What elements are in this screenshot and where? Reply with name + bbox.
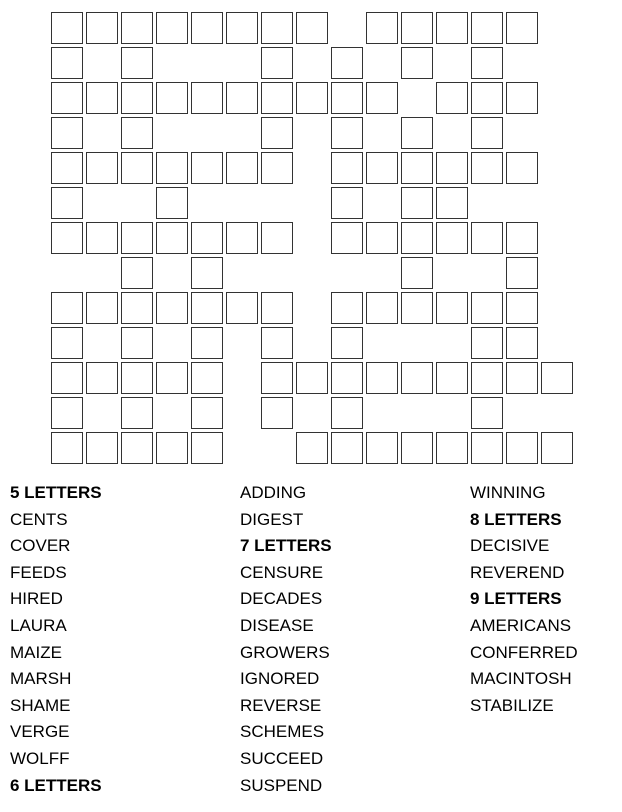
word-item: ADDING — [240, 483, 307, 502]
grid-cell[interactable] — [86, 362, 118, 394]
grid-cell[interactable] — [51, 432, 83, 464]
grid-cell[interactable] — [436, 292, 468, 324]
grid-cell[interactable] — [296, 432, 328, 464]
grid-cell[interactable] — [191, 362, 223, 394]
grid-cell[interactable] — [401, 432, 433, 464]
word-item: IGNORED — [240, 669, 320, 689]
word-item: WINNING — [470, 483, 546, 502]
grid-cell[interactable] — [86, 292, 118, 324]
grid-cell[interactable] — [261, 292, 293, 324]
word-item: SUSPEND — [240, 775, 323, 795]
grid-cell[interactable] — [51, 152, 83, 184]
grid-cell[interactable] — [191, 257, 223, 289]
grid-cell[interactable] — [156, 292, 188, 324]
grid-cell[interactable] — [51, 222, 83, 254]
word-item: REVEREND — [470, 562, 565, 582]
grid-cell[interactable] — [401, 152, 433, 184]
grid-cell[interactable] — [261, 327, 293, 359]
grid-cell[interactable] — [121, 327, 153, 359]
grid-cell[interactable] — [156, 152, 188, 184]
length-heading: 8 LETTERS — [470, 509, 562, 529]
grid-cell[interactable] — [296, 362, 328, 394]
grid-cell[interactable] — [191, 152, 223, 184]
grid-cell[interactable] — [366, 12, 398, 44]
word-item: COVER — [10, 536, 71, 556]
grid-cell[interactable] — [226, 12, 258, 44]
grid-cell[interactable] — [471, 362, 503, 394]
grid-cell[interactable] — [296, 82, 328, 114]
grid-cell[interactable] — [331, 397, 363, 429]
word-item: DECISIVE — [470, 536, 550, 556]
grid-cell[interactable] — [121, 397, 153, 429]
grid-cell[interactable] — [226, 152, 258, 184]
word-item: STABILIZE — [470, 695, 554, 715]
grid-cell[interactable] — [121, 117, 153, 149]
grid-cell[interactable] — [506, 257, 538, 289]
grid-cell[interactable] — [436, 222, 468, 254]
grid-cell[interactable] — [226, 82, 258, 114]
grid-cell[interactable] — [156, 222, 188, 254]
grid-cell[interactable] — [261, 222, 293, 254]
grid-cell[interactable] — [226, 292, 258, 324]
grid-cell[interactable] — [261, 12, 293, 44]
grid-cell[interactable] — [121, 47, 153, 79]
grid-cell[interactable] — [261, 82, 293, 114]
grid-cell[interactable] — [51, 47, 83, 79]
grid-cell[interactable] — [121, 362, 153, 394]
grid-cell[interactable] — [331, 187, 363, 219]
grid-cell[interactable] — [261, 47, 293, 79]
grid-cell[interactable] — [401, 222, 433, 254]
grid-cell[interactable] — [51, 327, 83, 359]
length-heading: 5 LETTERS — [10, 483, 102, 502]
grid-cell[interactable] — [436, 82, 468, 114]
word-item: SHAME — [10, 695, 71, 715]
grid-cell[interactable] — [401, 47, 433, 79]
grid-cell[interactable] — [191, 432, 223, 464]
grid-cell[interactable] — [471, 432, 503, 464]
length-heading: 9 LETTERS — [470, 589, 562, 609]
word-item: REVERSE — [240, 695, 322, 715]
word-item: WOLFF — [10, 748, 70, 768]
grid-cell[interactable] — [51, 82, 83, 114]
grid-cell[interactable] — [471, 222, 503, 254]
word-item: HIRED — [10, 589, 63, 609]
word-item: DISEASE — [240, 615, 314, 635]
grid-cell[interactable] — [331, 362, 363, 394]
grid-cell[interactable] — [331, 292, 363, 324]
grid-cell[interactable] — [506, 12, 538, 44]
grid-cell[interactable] — [366, 362, 398, 394]
grid-cell[interactable] — [51, 12, 83, 44]
grid-cell[interactable] — [471, 397, 503, 429]
grid-cell[interactable] — [436, 152, 468, 184]
grid-cell[interactable] — [506, 327, 538, 359]
grid-cell[interactable] — [191, 12, 223, 44]
grid-cell[interactable] — [261, 362, 293, 394]
grid-cell[interactable] — [331, 432, 363, 464]
grid-cell[interactable] — [121, 292, 153, 324]
grid-cell[interactable] — [541, 432, 573, 464]
grid-cell[interactable] — [541, 362, 573, 394]
grid-cell[interactable] — [156, 362, 188, 394]
grid-cell[interactable] — [191, 327, 223, 359]
grid-cell[interactable] — [401, 362, 433, 394]
grid-cell[interactable] — [261, 117, 293, 149]
grid-cell[interactable] — [51, 397, 83, 429]
grid-cell[interactable] — [226, 222, 258, 254]
grid-cell[interactable] — [506, 292, 538, 324]
word-list — [0, 480, 622, 812]
grid-cell[interactable] — [121, 222, 153, 254]
word-item: FEEDS — [10, 562, 67, 582]
grid-cell[interactable] — [261, 397, 293, 429]
word-column-3 — [470, 480, 622, 719]
grid-cell[interactable] — [506, 152, 538, 184]
length-heading: 7 LETTERS — [240, 536, 332, 556]
grid-cell[interactable] — [401, 12, 433, 44]
word-item: DECADES — [240, 589, 323, 609]
grid-cell[interactable] — [436, 12, 468, 44]
grid-cell[interactable] — [86, 82, 118, 114]
word-item: SCHEMES — [240, 722, 325, 742]
grid-cell[interactable] — [331, 327, 363, 359]
grid-cell[interactable] — [331, 117, 363, 149]
grid-cell[interactable] — [436, 187, 468, 219]
word-item: CENTS — [10, 509, 68, 529]
grid-cell[interactable] — [191, 292, 223, 324]
grid-cell[interactable] — [401, 257, 433, 289]
grid-cell[interactable] — [86, 152, 118, 184]
grid-cell[interactable] — [436, 362, 468, 394]
grid-cell[interactable] — [86, 12, 118, 44]
grid-cell[interactable] — [261, 152, 293, 184]
grid-cell[interactable] — [366, 222, 398, 254]
grid-cell[interactable] — [156, 12, 188, 44]
grid-cell[interactable] — [121, 82, 153, 114]
grid-cell[interactable] — [51, 362, 83, 394]
grid-cell[interactable] — [331, 47, 363, 79]
word-item: GROWERS — [240, 642, 330, 662]
grid-cell[interactable] — [436, 432, 468, 464]
grid-cell[interactable] — [366, 292, 398, 324]
word-item: DIGEST — [240, 509, 304, 529]
word-item: SUCCEED — [240, 748, 324, 768]
grid-cell[interactable] — [156, 187, 188, 219]
word-column-2 — [240, 480, 440, 799]
grid-cell[interactable] — [401, 187, 433, 219]
grid-cell[interactable] — [331, 152, 363, 184]
grid-cell[interactable] — [471, 117, 503, 149]
word-item: MARSH — [10, 669, 72, 689]
grid-cell[interactable] — [51, 187, 83, 219]
grid-cell[interactable] — [191, 222, 223, 254]
grid-cell[interactable] — [471, 82, 503, 114]
grid-cell[interactable] — [506, 222, 538, 254]
length-heading: 6 LETTERS — [10, 775, 102, 795]
grid-cell[interactable] — [86, 432, 118, 464]
grid-cell[interactable] — [366, 82, 398, 114]
word-item: LAURA — [10, 615, 67, 635]
grid-cell[interactable] — [121, 12, 153, 44]
grid-cell[interactable] — [506, 432, 538, 464]
word-item: MAIZE — [10, 642, 62, 662]
grid-cell[interactable] — [506, 82, 538, 114]
grid-cell[interactable] — [366, 432, 398, 464]
grid-cell[interactable] — [51, 117, 83, 149]
grid-cell[interactable] — [121, 257, 153, 289]
grid-cell[interactable] — [86, 222, 118, 254]
grid-cell[interactable] — [156, 82, 188, 114]
word-item: CENSURE — [240, 562, 324, 582]
grid-cell[interactable] — [331, 82, 363, 114]
grid-cell[interactable] — [471, 327, 503, 359]
grid-cell[interactable] — [331, 222, 363, 254]
grid-cell[interactable] — [121, 432, 153, 464]
grid-cell[interactable] — [471, 12, 503, 44]
grid-cell[interactable] — [156, 432, 188, 464]
grid-cell[interactable] — [471, 47, 503, 79]
word-column-1 — [10, 480, 210, 799]
grid-cell[interactable] — [191, 82, 223, 114]
grid-cell[interactable] — [191, 397, 223, 429]
word-item: VERGE — [10, 722, 70, 742]
grid-cell[interactable] — [51, 292, 83, 324]
grid-cell[interactable] — [401, 117, 433, 149]
word-item: CONFERRED — [470, 642, 578, 662]
grid-cell[interactable] — [121, 152, 153, 184]
grid-cell[interactable] — [471, 152, 503, 184]
word-item: AMERICANS — [470, 615, 572, 635]
grid-cell[interactable] — [506, 362, 538, 394]
grid-cell[interactable] — [401, 292, 433, 324]
grid-cell[interactable] — [471, 292, 503, 324]
grid-cell[interactable] — [296, 12, 328, 44]
grid-cell[interactable] — [366, 152, 398, 184]
word-item: MACINTOSH — [470, 669, 572, 689]
